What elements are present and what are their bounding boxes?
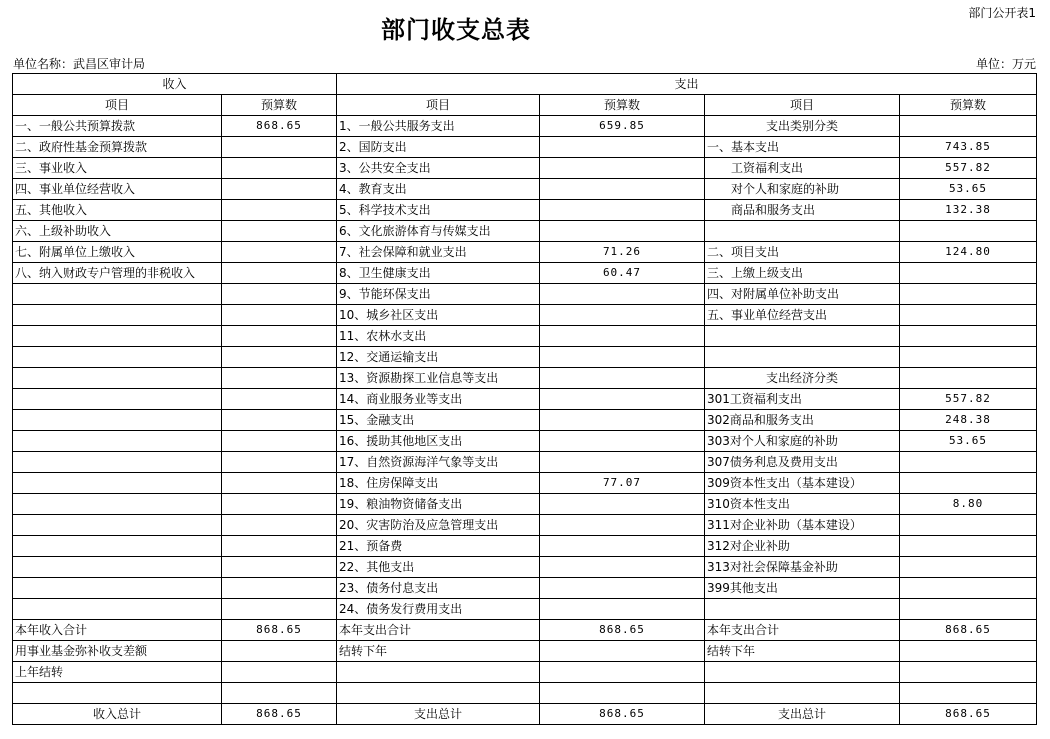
expense-func-item-cell: 23、债务付息支出 [337, 578, 540, 599]
expense-func-item-cell: 19、粮油物资储备支出 [337, 494, 540, 515]
income-item-cell: 一、一般公共预算拨款 [13, 116, 222, 137]
expense-class-item-cell: 312对企业补助 [705, 536, 900, 557]
expense-class-amount-cell [900, 641, 1037, 662]
income-amount-cell [222, 305, 337, 326]
income-item-cell [13, 536, 222, 557]
income-amount-cell [222, 263, 337, 284]
expense-class-item-cell: 支出类别分类 [705, 116, 900, 137]
expense-class-amount-cell [900, 263, 1037, 284]
expense-class-amount-cell: 868.65 [900, 704, 1037, 725]
expense-func-item-cell: 10、城乡社区支出 [337, 305, 540, 326]
expense-class-amount-cell: 124.80 [900, 242, 1037, 263]
table-row [13, 116, 1037, 137]
table-row [13, 431, 1037, 452]
grand-total-row [13, 704, 1037, 725]
expense-class-amount-cell: 743.85 [900, 137, 1037, 158]
income-amount-cell [222, 515, 337, 536]
expense-class-amount-cell: 53.65 [900, 179, 1037, 200]
expense-func-item-cell: 支出总计 [337, 704, 540, 725]
income-item-cell [13, 410, 222, 431]
income-amount-cell [222, 242, 337, 263]
expense-class-item-cell: 307债务利息及费用支出 [705, 452, 900, 473]
expense-func-item-cell: 2、国防支出 [337, 137, 540, 158]
expense-class-item-header: 项目 [705, 95, 900, 116]
income-item-cell [13, 305, 222, 326]
expense-func-amount-cell [540, 641, 705, 662]
expense-class-amount-cell [900, 368, 1037, 389]
expense-class-amount-cell [900, 599, 1037, 620]
table-row [13, 641, 1037, 662]
table-row [13, 200, 1037, 221]
table-row [13, 515, 1037, 536]
expense-func-item-cell: 20、灾害防治及应急管理支出 [337, 515, 540, 536]
expense-class-item-cell: 399其他支出 [705, 578, 900, 599]
expense-func-amount-cell [540, 200, 705, 221]
expense-func-amount-cell [540, 662, 705, 683]
income-item-cell [13, 389, 222, 410]
income-item-cell: 三、事业收入 [13, 158, 222, 179]
expense-class-amount-cell [900, 347, 1037, 368]
income-header: 收入 [13, 74, 337, 95]
expense-class-amount-cell [900, 536, 1037, 557]
expense-class-amount-cell: 248.38 [900, 410, 1037, 431]
income-item-cell: 八、纳入财政专户管理的非税收入 [13, 263, 222, 284]
form-number: 部门公开表1 [968, 6, 1036, 20]
table-row [13, 536, 1037, 557]
expense-func-budget-header: 预算数 [540, 95, 705, 116]
table-row [13, 389, 1037, 410]
expense-class-item-cell [705, 221, 900, 242]
income-amount-cell [222, 578, 337, 599]
income-item-cell: 七、附属单位上缴收入 [13, 242, 222, 263]
income-amount-cell [222, 662, 337, 683]
expense-func-amount-cell [540, 284, 705, 305]
expense-func-item-cell: 3、公共安全支出 [337, 158, 540, 179]
income-item-cell: 收入总计 [13, 704, 222, 725]
expense-func-item-cell: 13、资源勘探工业信息等支出 [337, 368, 540, 389]
income-amount-cell [222, 599, 337, 620]
income-amount-cell [222, 683, 337, 704]
income-amount-cell [222, 221, 337, 242]
table-row [13, 452, 1037, 473]
income-amount-cell [222, 326, 337, 347]
expense-class-amount-cell [900, 473, 1037, 494]
expense-header: 支出 [337, 74, 1037, 95]
income-amount-cell [222, 347, 337, 368]
expense-func-amount-cell [540, 599, 705, 620]
expense-class-item-cell: 303对个人和家庭的补助 [705, 431, 900, 452]
expense-func-amount-cell [540, 494, 705, 515]
expense-func-amount-cell [540, 347, 705, 368]
income-item-cell [13, 557, 222, 578]
expense-func-amount-cell: 868.65 [540, 704, 705, 725]
income-item-cell: 上年结转 [13, 662, 222, 683]
expense-func-item-cell: 7、社会保障和就业支出 [337, 242, 540, 263]
income-amount-cell [222, 284, 337, 305]
expense-class-item-cell: 工资福利支出 [705, 158, 900, 179]
expense-class-item-cell: 313对社会保障基金补助 [705, 557, 900, 578]
income-item-cell [13, 368, 222, 389]
page-title: 部门收支总表 [381, 15, 531, 44]
expense-func-item-cell: 本年支出合计 [337, 620, 540, 641]
income-item-cell: 本年收入合计 [13, 620, 222, 641]
expense-func-amount-cell: 868.65 [540, 620, 705, 641]
expense-func-amount-cell [540, 179, 705, 200]
expense-func-item-cell: 21、预备费 [337, 536, 540, 557]
expense-func-item-cell: 4、教育支出 [337, 179, 540, 200]
expense-func-amount-cell: 60.47 [540, 263, 705, 284]
expense-func-item-cell: 8、卫生健康支出 [337, 263, 540, 284]
income-budget-header: 预算数 [222, 95, 337, 116]
expense-func-amount-cell: 659.85 [540, 116, 705, 137]
expense-func-amount-cell [540, 515, 705, 536]
expense-func-amount-cell [540, 158, 705, 179]
income-item-header: 项目 [13, 95, 222, 116]
expense-func-item-cell: 5、科学技术支出 [337, 200, 540, 221]
income-amount-cell: 868.65 [222, 704, 337, 725]
expense-func-item-cell: 结转下年 [337, 641, 540, 662]
expense-class-item-cell: 302商品和服务支出 [705, 410, 900, 431]
expense-func-item-cell [337, 683, 540, 704]
expense-class-amount-cell [900, 221, 1037, 242]
income-item-cell: 六、上级补助收入 [13, 221, 222, 242]
table-row [13, 599, 1037, 620]
expense-func-amount-cell [540, 683, 705, 704]
expense-func-amount-cell [540, 368, 705, 389]
table-row [13, 137, 1037, 158]
income-amount-cell [222, 200, 337, 221]
expense-class-item-cell: 309资本性支出（基本建设） [705, 473, 900, 494]
table-row [13, 284, 1037, 305]
expense-func-amount-cell [540, 431, 705, 452]
expense-class-item-cell: 四、对附属单位补助支出 [705, 284, 900, 305]
expense-func-amount-cell [540, 536, 705, 557]
expense-class-amount-cell [900, 452, 1037, 473]
expense-func-item-cell: 1、一般公共服务支出 [337, 116, 540, 137]
income-item-cell [13, 431, 222, 452]
expense-class-amount-cell [900, 326, 1037, 347]
expense-class-amount-cell: 53.65 [900, 431, 1037, 452]
expense-class-item-cell [705, 326, 900, 347]
expense-func-amount-cell [540, 410, 705, 431]
column-header-row [13, 95, 1037, 116]
expense-class-item-cell: 三、上缴上级支出 [705, 263, 900, 284]
income-amount-cell [222, 137, 337, 158]
expense-func-amount-cell [540, 137, 705, 158]
table-row [13, 347, 1037, 368]
expense-func-amount-cell: 77.07 [540, 473, 705, 494]
expense-func-item-cell: 17、自然资源海洋气象等支出 [337, 452, 540, 473]
budget-table [12, 73, 1037, 725]
expense-func-item-cell [337, 662, 540, 683]
income-item-cell [13, 347, 222, 368]
income-item-cell: 二、政府性基金预算拨款 [13, 137, 222, 158]
expense-func-item-cell: 12、交通运输支出 [337, 347, 540, 368]
expense-func-amount-cell [540, 326, 705, 347]
unit-name: 单位名称：武昌区审计局 [13, 57, 146, 71]
expense-func-item-cell: 15、金融支出 [337, 410, 540, 431]
income-amount-cell [222, 179, 337, 200]
expense-func-item-cell: 18、住房保障支出 [337, 473, 540, 494]
income-amount-cell [222, 452, 337, 473]
table-row [13, 368, 1037, 389]
income-amount-cell [222, 641, 337, 662]
expense-class-item-cell: 商品和服务支出 [705, 200, 900, 221]
expense-func-amount-cell [540, 305, 705, 326]
income-item-cell [13, 473, 222, 494]
income-item-cell [13, 284, 222, 305]
income-amount-cell [222, 410, 337, 431]
expense-class-amount-cell: 557.82 [900, 158, 1037, 179]
income-item-cell: 四、事业单位经营收入 [13, 179, 222, 200]
table-row [13, 662, 1037, 683]
expense-class-amount-cell: 8.80 [900, 494, 1037, 515]
expense-class-item-cell: 一、基本支出 [705, 137, 900, 158]
table-row [13, 494, 1037, 515]
expense-class-item-cell: 本年支出合计 [705, 620, 900, 641]
income-item-cell [13, 452, 222, 473]
income-item-cell [13, 494, 222, 515]
income-amount-cell: 868.65 [222, 116, 337, 137]
expense-class-amount-cell [900, 515, 1037, 536]
table-row [13, 578, 1037, 599]
table-row [13, 242, 1037, 263]
expense-class-item-cell: 支出总计 [705, 704, 900, 725]
expense-class-item-cell [705, 683, 900, 704]
expense-class-amount-cell [900, 284, 1037, 305]
income-item-cell [13, 599, 222, 620]
expense-class-amount-cell [900, 305, 1037, 326]
expense-class-item-cell [705, 347, 900, 368]
currency-unit: 单位：万元 [975, 57, 1036, 71]
table-row [13, 683, 1037, 704]
expense-class-item-cell: 二、项目支出 [705, 242, 900, 263]
income-amount-cell [222, 368, 337, 389]
expense-class-amount-cell [900, 662, 1037, 683]
expense-func-item-cell: 24、债务发行费用支出 [337, 599, 540, 620]
income-amount-cell [222, 158, 337, 179]
expense-func-amount-cell [540, 221, 705, 242]
expense-class-amount-cell: 557.82 [900, 389, 1037, 410]
income-item-cell [13, 515, 222, 536]
table-row [13, 410, 1037, 431]
expense-class-item-cell [705, 662, 900, 683]
income-item-cell: 五、其他收入 [13, 200, 222, 221]
expense-class-budget-header: 预算数 [900, 95, 1037, 116]
expense-func-item-header: 项目 [337, 95, 540, 116]
table-row [13, 305, 1037, 326]
expense-class-item-cell: 五、事业单位经营支出 [705, 305, 900, 326]
expense-class-item-cell: 对个人和家庭的补助 [705, 179, 900, 200]
income-amount-cell [222, 389, 337, 410]
expense-class-amount-cell [900, 578, 1037, 599]
income-item-cell: 用事业基金弥补收支差额 [13, 641, 222, 662]
expense-class-item-cell: 301工资福利支出 [705, 389, 900, 410]
expense-func-item-cell: 14、商业服务业等支出 [337, 389, 540, 410]
income-amount-cell [222, 557, 337, 578]
expense-func-item-cell: 22、其他支出 [337, 557, 540, 578]
table-row [13, 158, 1037, 179]
table-row [13, 473, 1037, 494]
expense-class-item-cell [705, 599, 900, 620]
income-amount-cell: 868.65 [222, 620, 337, 641]
expense-class-amount-cell [900, 116, 1037, 137]
expense-func-item-cell: 6、文化旅游体育与传媒支出 [337, 221, 540, 242]
expense-func-item-cell: 9、节能环保支出 [337, 284, 540, 305]
expense-class-amount-cell: 132.38 [900, 200, 1037, 221]
expense-class-item-cell: 支出经济分类 [705, 368, 900, 389]
expense-class-amount-cell [900, 683, 1037, 704]
table-row [13, 263, 1037, 284]
expense-class-item-cell: 311对企业补助（基本建设） [705, 515, 900, 536]
expense-func-amount-cell [540, 389, 705, 410]
table-row [13, 557, 1037, 578]
expense-func-item-cell: 11、农林水支出 [337, 326, 540, 347]
expense-class-amount-cell: 868.65 [900, 620, 1037, 641]
expense-func-amount-cell [540, 452, 705, 473]
expense-func-amount-cell: 71.26 [540, 242, 705, 263]
expense-class-item-cell: 结转下年 [705, 641, 900, 662]
income-amount-cell [222, 473, 337, 494]
table-row [13, 179, 1037, 200]
income-amount-cell [222, 536, 337, 557]
income-amount-cell [222, 431, 337, 452]
income-item-cell [13, 578, 222, 599]
table-row [13, 326, 1037, 347]
expense-class-amount-cell [900, 557, 1037, 578]
income-item-cell [13, 326, 222, 347]
expense-func-item-cell: 16、援助其他地区支出 [337, 431, 540, 452]
income-amount-cell [222, 494, 337, 515]
section-header-row [13, 74, 1037, 95]
expense-func-amount-cell [540, 578, 705, 599]
table-row [13, 221, 1037, 242]
expense-func-amount-cell [540, 557, 705, 578]
expense-class-item-cell: 310资本性支出 [705, 494, 900, 515]
income-item-cell [13, 683, 222, 704]
table-row [13, 620, 1037, 641]
